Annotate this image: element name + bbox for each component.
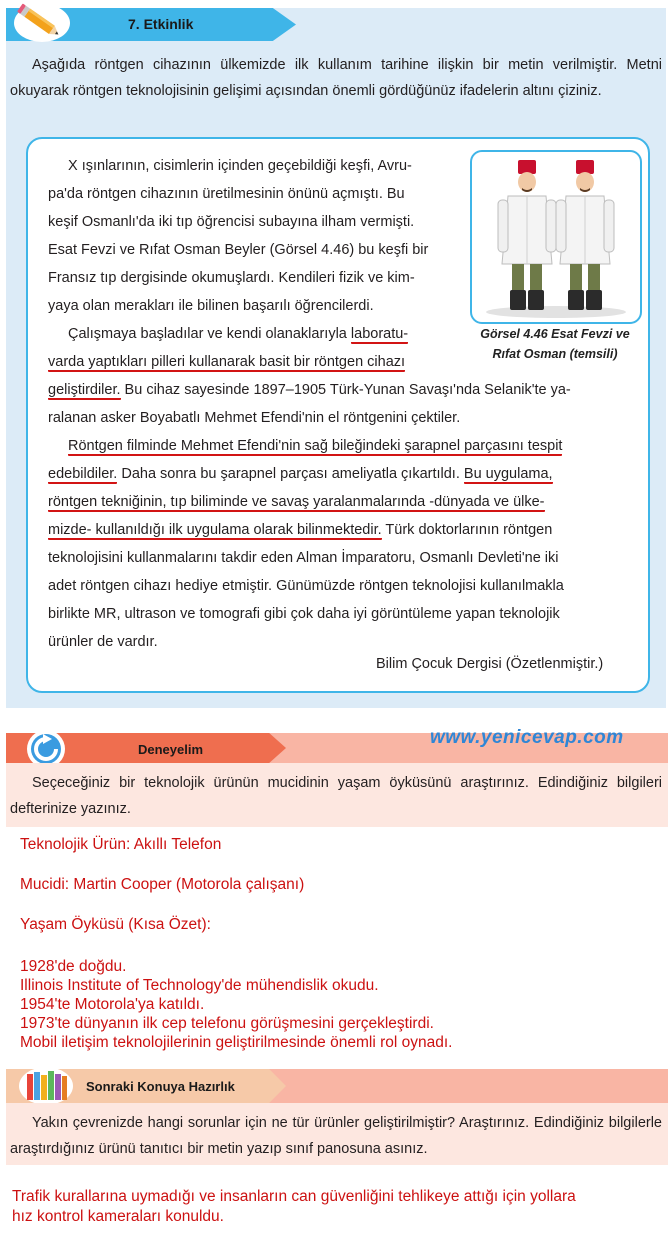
reading-paragraph-2-line-1: [48, 320, 463, 348]
text-line: Fransız tıp dergisinde okumuşlardı. Kendileri fizik ve kim-: [48, 270, 415, 286]
text-line: X ışınlarının, cisimlerin içinden geçebildiği keşfi, Avru-: [68, 158, 412, 174]
reading-paragraph-3-line-1: [48, 432, 638, 460]
underlined-text: laboratu-: [350, 326, 409, 342]
etkinlik-intro: Aşağıda röntgen cihazının ülkemizde ilk kullanım tarihine ilişkin bir metin verilmiştir. Metni okuyarak röntgen teknolojisinin gelişimi açısından önemli gördüğünüz ifadelerin altını çiziniz.: [10, 57, 662, 99]
text-line: birlikte MR, ultrason ve tomografi gibi çok daha iyi görüntüleme yapan teknolojik: [48, 606, 560, 622]
etkinlik-title: 7. Etkinlik: [128, 16, 194, 32]
answer-bio-item: Illinois Institute of Technology'de mühendislik okudu.: [20, 977, 379, 994]
deneyelim-title: Deneyelim: [138, 742, 204, 757]
answer-bio-item: 1973'te dünyanın ilk cep telefonu görüşmesini gerçekleştirdi.: [20, 1015, 434, 1032]
answer-bio-item: 1954'te Motorola'ya katıldı.: [20, 996, 205, 1013]
reading-paragraph-2-line-2: [48, 348, 468, 376]
answer-inventor: Mucidi: Martin Cooper (Motorola çalışanı): [20, 876, 305, 893]
answer-bio-list: [20, 957, 452, 1052]
text-line: Esat Fevzi ve Rıfat Osman Beyler (Görsel 4.46) bu keşfi bir: [48, 242, 429, 258]
reading-paragraph-1: [48, 152, 463, 320]
reading-paragraph-3-line-4: [48, 516, 638, 544]
answer-line: hız kontrol kameraları konuldu.: [12, 1208, 224, 1225]
underlined-text: varda yaptıkları pilleri kullanarak basit bir röntgen cihazı: [48, 354, 406, 370]
books-icon: [18, 1066, 74, 1106]
pencil-icon: [12, 2, 72, 44]
watermark-link[interactable]: www.yenicevap.com: [430, 727, 624, 748]
text-segment: Türk doktorlarının röntgen: [381, 522, 553, 538]
sonraki-answer: [12, 1187, 668, 1227]
two-officers-illustration: [472, 152, 640, 322]
figure-caption-line: Rıfat Osman (temsili): [492, 347, 618, 361]
figure-caption-line: Görsel 4.46 Esat Fevzi ve: [480, 327, 630, 341]
text-segment: Çalışmaya başladılar ve kendi olanaklarıyla: [68, 326, 351, 342]
source-citation: Bilim Çocuk Dergisi (Özetlenmiştir.): [376, 656, 604, 672]
sonraki-instructions: Yakın çevrenizde hangi sorunlar için ne tür ürünler geliştirilmiştir? Araştırınız. Edindiğiniz bilgilerle araştırdığınız ürünü tanıtıcı bir metin yazıp sınıf panosuna asınız.: [10, 1115, 662, 1157]
sonraki-title: Sonraki Konuya Hazırlık: [86, 1079, 235, 1094]
answer-bio-item: 1928'de doğdu.: [20, 958, 127, 975]
reading-paragraph-3-rest: [48, 544, 638, 656]
text-line: adet röntgen cihazı hediye etmiştir. Günümüzde röntgen teknolojisi kullanılmakla: [48, 578, 564, 594]
underlined-text: Bu uygulama,: [463, 466, 553, 482]
underlined-text: Röntgen filminde Mehmet Efendi'nin sağ bileğindeki şarapnel parçasını tespit: [68, 438, 563, 454]
deneyelim-instructions: Seçeceğiniz bir teknolojik ürünün mucidinin yaşam öyküsünü araştırınız. Edindiğiniz bilgileri defterinize yazınız.: [10, 775, 662, 817]
figure-caption: [470, 324, 640, 364]
reading-paragraph-2-line-4: ralanan asker Boyabatlı Mehmet Efendi'nin el röntgenini çektiler.: [48, 410, 461, 426]
figure-image: [470, 150, 642, 324]
answer-bio-item: Mobil iletişim teknolojilerinin geliştirilmesinde önemli rol oynadı.: [20, 1034, 453, 1051]
reading-paragraph-2-line-3: [48, 376, 638, 404]
text-line: yaya olan merakları ile bilinen başarılı öğrencilerdi.: [48, 298, 374, 314]
text-line: keşif Osmanlı'da iki tıp öğrencisi subayına ilham vermişti.: [48, 214, 415, 230]
text-segment: Bu cihaz sayesinde 1897–1905 Türk-Yunan Savaşı'nda Selanik'te ya-: [120, 382, 571, 398]
answer-line: Trafik kurallarına uymadığı ve insanların can güvenliğini tehlikeye attığı için yollara: [12, 1188, 576, 1205]
reading-paragraph-3-line-3: [48, 488, 638, 516]
underlined-text: mizde- kullanıldığı ilk uygulama olarak bilinmektedir.: [48, 522, 382, 538]
answer-bio-label: Yaşam Öyküsü (Kısa Özet):: [20, 916, 211, 933]
underlined-text: geliştirdiler.: [48, 382, 121, 398]
underlined-text: röntgen tekniğinin, tıp biliminde ve savaş yaralanmalarında -dünyada ve ülke-: [48, 494, 545, 510]
underlined-text: edebildiler.: [48, 466, 118, 482]
answer-product: Teknolojik Ürün: Akıllı Telefon: [20, 836, 222, 853]
text-line: ürünler de vardır.: [48, 634, 158, 650]
text-line: teknolojisini kullanmalarını takdir eden Alman İmparatoru, Osmanlı Devleti'ne iki: [48, 550, 559, 566]
text-line: pa'da röntgen cihazının üretilmesinin önünü açmıştı. Bu: [48, 186, 405, 202]
reading-paragraph-3-line-2: [48, 460, 638, 488]
text-segment: Daha sonra bu şarapnel parçası ameliyatla çıkartıldı.: [117, 466, 464, 482]
